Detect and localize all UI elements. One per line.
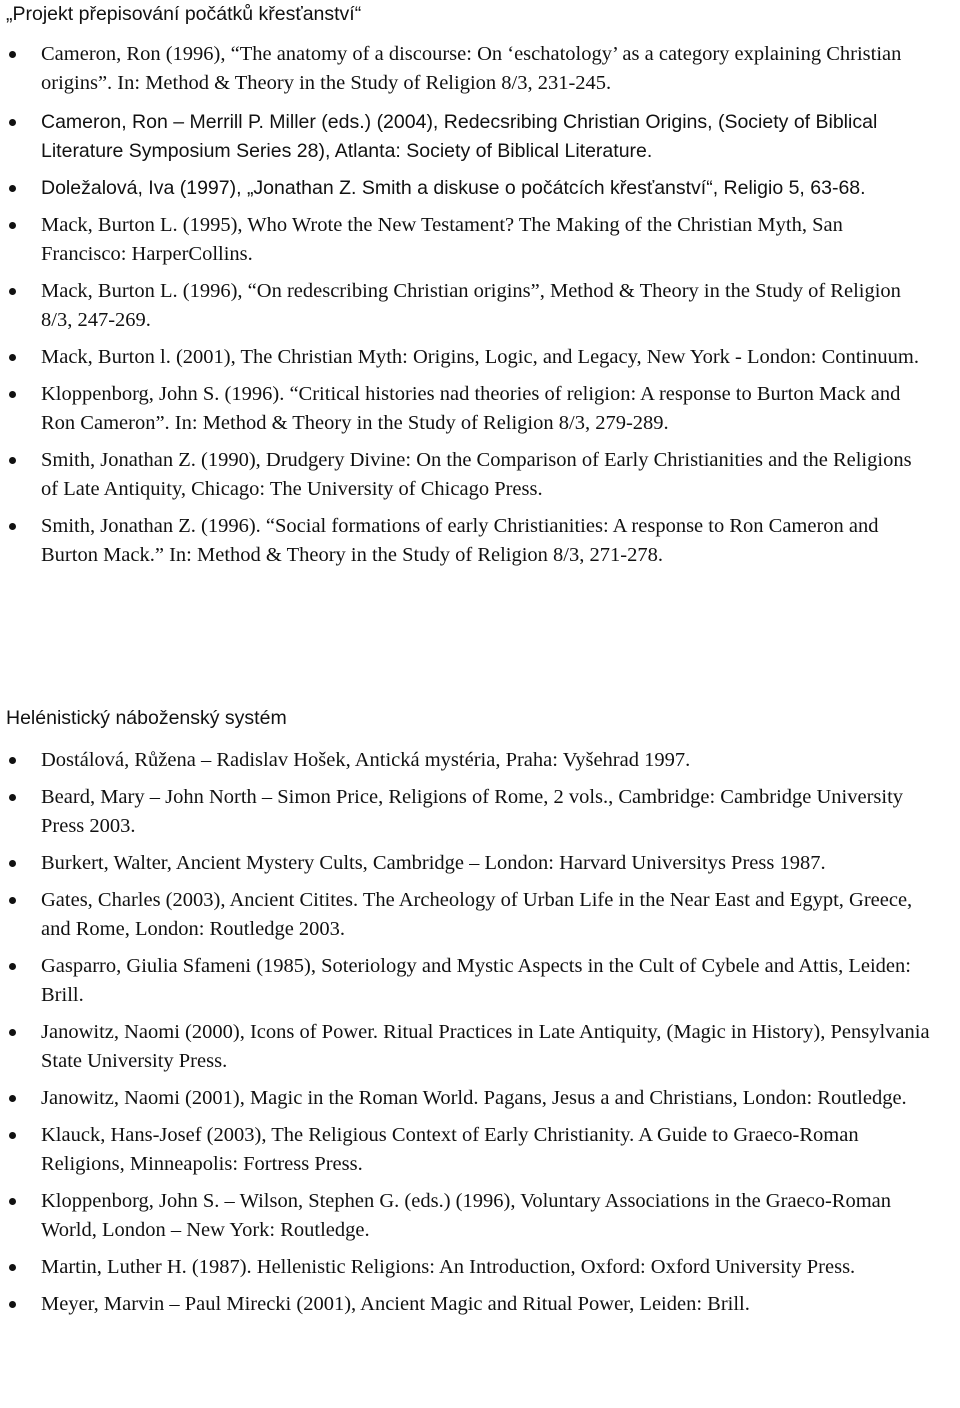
bibliography-list-2	[0, 746, 930, 1319]
bib-entry: Dostálová, Růžena – Radislav Hošek, Antická mystéria, Praha: Vyšehrad 1997.	[0, 746, 930, 775]
bib-entry: Cameron, Ron – Merrill P. Miller (eds.) (2004), Redecsribing Christian Origins, (Society of Biblical Literature Symposium Series 28), Atlanta: Society of Biblical Literature.	[0, 108, 930, 166]
bib-entry: Janowitz, Naomi (2001), Magic in the Roman World. Pagans, Jesus a and Christians, London: Routledge.	[0, 1084, 930, 1113]
section-heading-projekt: „Projekt přepisování počátků křesťanství“	[6, 3, 362, 25]
bib-entry: Doležalová, Iva (1997), „Jonathan Z. Smith a diskuse o počátcích křesťanství“, Religio 5, 63-68.	[0, 174, 930, 203]
bib-entry: Smith, Jonathan Z. (1990), Drudgery Divine: On the Comparison of Early Christianities and the Religions of Late Antiquity, Chicago: The University of Chicago Press.	[0, 446, 930, 504]
bib-entry: Martin, Luther H. (1987). Hellenistic Religions: An Introduction, Oxford: Oxford University Press.	[0, 1253, 930, 1282]
section-heading-helenisticky: Helénistický náboženský systém	[6, 707, 287, 729]
bib-entry: Mack, Burton L. (1996), “On redescribing Christian origins”, Method & Theory in the Study of Religion 8/3, 247-269.	[0, 277, 930, 335]
bib-entry: Kloppenborg, John S. (1996). “Critical histories nad theories of religion: A response to Burton Mack and Ron Cameron”. In: Method & Theory in the Study of Religion 8/3, 279-289.	[0, 380, 930, 438]
bib-entry: Smith, Jonathan Z. (1996). “Social formations of early Christianities: A response to Ron Cameron and Burton Mack.” In: Method & Theory in the Study of Religion 8/3, 271-278.	[0, 512, 930, 570]
bib-entry: Meyer, Marvin – Paul Mirecki (2001), Ancient Magic and Ritual Power, Leiden: Brill.	[0, 1290, 930, 1319]
bibliography-list-1	[0, 40, 930, 570]
bib-entry: Mack, Burton L. (1995), Who Wrote the New Testament? The Making of the Christian Myth, San Francisco: HarperCollins.	[0, 211, 930, 269]
bib-entry: Kloppenborg, John S. – Wilson, Stephen G. (eds.) (1996), Voluntary Associations in the Graeco-Roman World, London – New York: Routledge.	[0, 1187, 930, 1245]
bib-entry: Burkert, Walter, Ancient Mystery Cults, Cambridge – London: Harvard Universitys Press 1987.	[0, 849, 930, 878]
bib-entry: Mack, Burton l. (2001), The Christian Myth: Origins, Logic, and Legacy, New York - London: Continuum.	[0, 343, 930, 372]
bib-entry: Janowitz, Naomi (2000), Icons of Power. Ritual Practices in Late Antiquity, (Magic in History), Pensylvania State University Press.	[0, 1018, 930, 1076]
bib-entry: Gasparro, Giulia Sfameni (1985), Soteriology and Mystic Aspects in the Cult of Cybele and Attis, Leiden: Brill.	[0, 952, 930, 1010]
bib-entry: Cameron, Ron (1996), “The anatomy of a discourse: On ‘eschatology’ as a category explaining Christian origins”. In: Method & Theory in the Study of Religion 8/3, 231-245.	[0, 40, 930, 98]
bib-entry: Gates, Charles (2003), Ancient Citites. The Archeology of Urban Life in the Near East and Egypt, Greece, and Rome, London: Routledge 2003.	[0, 886, 930, 944]
bib-entry: Klauck, Hans-Josef (2003), The Religious Context of Early Christianity. A Guide to Graeco-Roman Religions, Minneapolis: Fortress Press.	[0, 1121, 930, 1179]
bib-entry: Beard, Mary – John North – Simon Price, Religions of Rome, 2 vols., Cambridge: Cambridge University Press 2003.	[0, 783, 930, 841]
